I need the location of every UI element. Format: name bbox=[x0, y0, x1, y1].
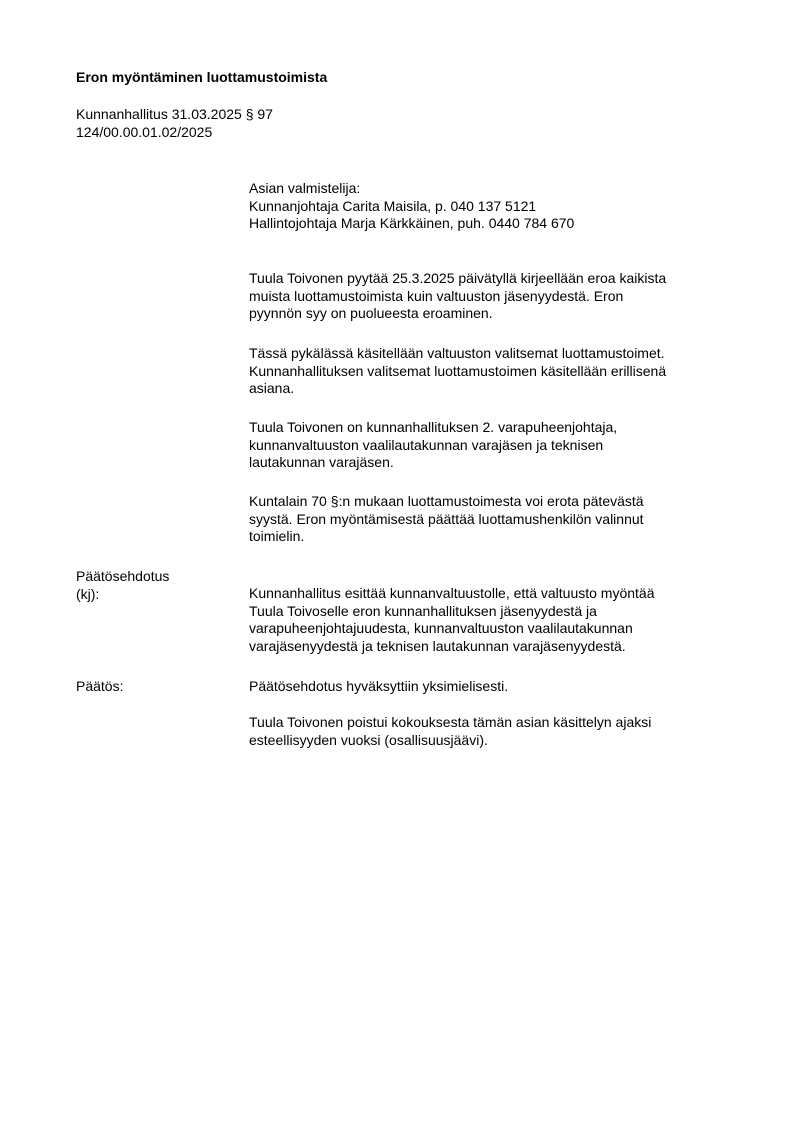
paragraph-line: Kunnanhallituksen valitsemat luottamustoimen käsitellään erillisenä bbox=[249, 362, 667, 379]
decision-note-line: esteellisyyden vuoksi (osallisuusjäävi). bbox=[249, 731, 488, 748]
paragraph-scope bbox=[249, 345, 749, 398]
proposal-line: varapuheenjohtajuudesta, kunnanvaltuuston vaalilautakunnan bbox=[249, 620, 633, 636]
paragraph-line: asiana. bbox=[249, 380, 295, 396]
proposal-line: Kunnanhallitus esittää kunnanvaltuustolle, että valtuusto myöntää bbox=[249, 585, 655, 601]
paragraph-line: kunnanvaltuuston vaalilautakunnan varajäsen ja teknisen bbox=[249, 436, 604, 453]
decision-note-line: Tuula Toivonen poistui kokouksesta tämän asian käsittelyn ajaksi bbox=[249, 714, 652, 730]
paragraph-line: toimielin. bbox=[249, 528, 305, 544]
meeting-reference: Kunnanhallitus 31.03.2025 § 97 bbox=[76, 106, 273, 122]
document-title: Eron myöntäminen luottamustoimista bbox=[76, 69, 328, 85]
record-id: 124/00.00.01.02/2025 bbox=[76, 123, 213, 140]
decision-label: Päätös: bbox=[76, 678, 124, 694]
decision-line: Päätösehdotus hyväksyttiin yksimielisesti. bbox=[249, 678, 509, 694]
paragraph-legal-basis bbox=[249, 493, 749, 546]
proposal-text bbox=[249, 585, 749, 655]
paragraph-line: Tässä pykälässä käsitellään valtuuston valitsemat luottamustoimet. bbox=[249, 345, 665, 361]
paragraph-positions bbox=[249, 419, 749, 472]
decision-note bbox=[249, 714, 749, 749]
paragraph-line: muista luottamustoimista kuin valtuuston jäsenyydestä. Eron bbox=[249, 287, 624, 304]
paragraph-line: syystä. Eron myöntämisestä päättää luottamushenkilön valinnut bbox=[249, 510, 644, 527]
paragraph-line: pyynnön syy on puolueesta eroaminen. bbox=[249, 305, 493, 321]
proposal-line: varajäsenyydestä ja teknisen lautakunnan varajäsenyydestä. bbox=[249, 637, 626, 654]
proposal-line: Tuula Toivoselle eron kunnanhallituksen jäsenyydestä ja bbox=[249, 602, 597, 619]
paragraph-line: Tuula Toivonen on kunnanhallituksen 2. varapuheenjohtaja, bbox=[249, 419, 618, 435]
paragraph-line: Kuntalain 70 §:n mukaan luottamustoimesta voi erota pätevästä bbox=[249, 493, 644, 509]
paragraph-line: Tuula Toivonen pyytää 25.3.2025 päivätyllä kirjeellään eroa kaikista bbox=[249, 270, 667, 286]
preparer-line: Kunnanjohtaja Carita Maisila, p. 040 137 5121 bbox=[249, 197, 537, 214]
proposal-label-line: (kj): bbox=[76, 585, 100, 602]
proposal-label bbox=[76, 568, 169, 603]
meeting-meta bbox=[76, 106, 273, 141]
preparer-heading: Asian valmistelija: bbox=[249, 180, 361, 196]
preparer-block bbox=[249, 180, 574, 233]
decision-text bbox=[249, 678, 749, 696]
paragraph-line: lautakunnan varajäsen. bbox=[249, 454, 394, 470]
proposal-label-line: Päätösehdotus bbox=[76, 568, 170, 584]
preparer-line: Hallintojohtaja Marja Kärkkäinen, puh. 0440 784 670 bbox=[249, 215, 575, 231]
paragraph-resignation-request bbox=[249, 270, 749, 323]
